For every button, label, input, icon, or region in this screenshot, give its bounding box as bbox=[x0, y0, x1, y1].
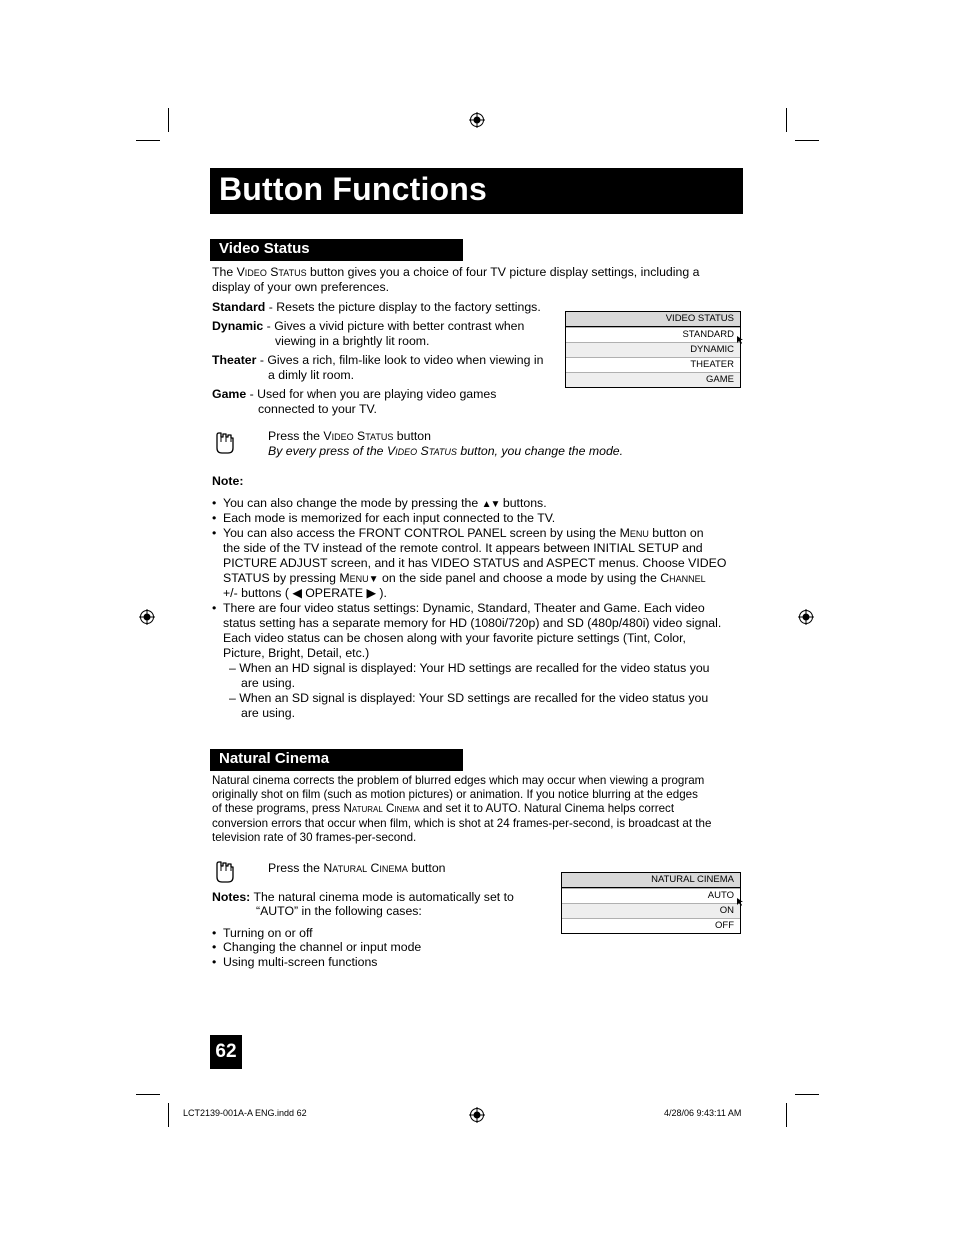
natural-cinema-para-line5: television rate of 30 frames-per-second. bbox=[212, 831, 417, 844]
cursor-icon bbox=[736, 335, 744, 345]
registration-mark-icon bbox=[469, 1107, 485, 1123]
crop-mark bbox=[136, 140, 160, 141]
note-item-3-line2: the side of the TV instead of the remote control. It appears between INITIAL SETUP and bbox=[223, 541, 703, 555]
crop-mark bbox=[168, 1103, 169, 1127]
video-status-menu bbox=[565, 311, 741, 388]
registration-mark-icon bbox=[469, 112, 485, 128]
menu-item-standard: STANDARD bbox=[566, 327, 740, 342]
case-item-2: Changing the channel or input mode bbox=[223, 940, 422, 954]
menu-item-auto: AUTO bbox=[562, 888, 740, 903]
note-subitem-sd-cont: are using. bbox=[241, 706, 296, 720]
note-item-4-line2: status setting has a separate memory for HD (1080i/720p) and SD (480p/480i) video signal. bbox=[223, 616, 722, 630]
natural-cinema-heading-bar bbox=[210, 749, 463, 771]
menu-item-theater: THEATER bbox=[566, 357, 740, 372]
bullet: • bbox=[212, 601, 217, 615]
video-status-heading: Video Status bbox=[219, 240, 310, 257]
mode-theater: Theater - Gives a rich, film-like look to video when viewing in bbox=[212, 353, 544, 367]
crop-mark bbox=[795, 1094, 819, 1095]
case-item-3: Using multi-screen functions bbox=[223, 955, 378, 969]
video-status-heading-bar bbox=[210, 239, 463, 261]
video-status-press-italic: By every press of the Video Status button, you change the mode. bbox=[268, 444, 624, 458]
note-item-1: You can also change the mode by pressing the ▲▼ buttons. bbox=[223, 496, 547, 510]
video-status-intro-line1: The Video Status button gives you a choice of four TV picture display settings, including a bbox=[212, 265, 700, 279]
footer-file-info: LCT2139-001A-A ENG.indd 62 bbox=[183, 1108, 307, 1118]
natural-cinema-para-line2: originally shot on film (such as motion pictures) or animation. If you notice blurring at the edges bbox=[212, 788, 698, 801]
menu-item-on: ON bbox=[562, 903, 740, 918]
page-number: 62 bbox=[210, 1035, 242, 1069]
crop-mark bbox=[168, 108, 169, 132]
mode-dynamic-cont: viewing in a brightly lit room. bbox=[275, 334, 430, 348]
note-item-2: Each mode is memorized for each input connected to the TV. bbox=[223, 511, 556, 525]
page-title-bar bbox=[210, 168, 743, 214]
natural-cinema-para-line1: Natural cinema corrects the problem of blurred edges which may occur when viewing a program bbox=[212, 774, 705, 787]
crop-mark bbox=[795, 140, 819, 141]
down-arrow-icon: ▼ bbox=[368, 574, 379, 585]
menu-item-off: OFF bbox=[562, 918, 740, 933]
note-item-3-line5: +/- buttons ( ◀ OPERATE ▶ ). bbox=[223, 586, 387, 600]
footer-timestamp: 4/28/06 9:43:11 AM bbox=[664, 1108, 742, 1118]
hand-press-icon bbox=[212, 860, 238, 886]
natural-cinema-notes-line2: “AUTO” in the following cases: bbox=[256, 904, 422, 918]
case-item-1: Turning on or off bbox=[223, 926, 313, 940]
note-item-3-line3: PICTURE ADJUST screen, and it has VIDEO STATUS and ASPECT menus. Choose VIDEO bbox=[223, 556, 727, 570]
note-item-3-line1: You can also access the FRONT CONTROL PANEL screen by using the Menu button on bbox=[223, 526, 704, 540]
video-status-press-line: Press the Video Status button bbox=[268, 429, 431, 443]
hand-press-icon bbox=[212, 431, 238, 457]
bullet: • bbox=[212, 940, 217, 954]
note-item-3-line4: STATUS by pressing Menu▼ on the side panel and choose a mode by using the Channel bbox=[223, 571, 706, 585]
natural-cinema-menu bbox=[561, 872, 741, 934]
bullet: • bbox=[212, 526, 217, 540]
up-down-arrow-icon: ▲▼ bbox=[481, 499, 500, 510]
note-subitem-hd-cont: are using. bbox=[241, 676, 296, 690]
note-subitem-sd: – When an SD signal is displayed: Your SD settings are recalled for the video status you bbox=[229, 691, 709, 705]
natural-cinema-para-line3: of these programs, press Natural Cinema and set it to AUTO. Natural Cinema helps correct bbox=[212, 802, 675, 815]
mode-theater-cont: a dimly lit room. bbox=[268, 368, 355, 382]
registration-mark-icon bbox=[798, 609, 814, 625]
video-status-intro-line2: display of your own preferences. bbox=[212, 280, 390, 294]
note-label: Note: bbox=[212, 474, 244, 488]
page-title: Button Functions bbox=[219, 171, 488, 207]
bullet: • bbox=[212, 511, 217, 525]
natural-cinema-notes-line1: Notes: The natural cinema mode is automatically set to bbox=[212, 890, 514, 904]
mode-game: Game - Used for when you are playing video games bbox=[212, 387, 497, 401]
bullet: • bbox=[212, 955, 217, 969]
bullet: • bbox=[212, 926, 217, 940]
menu-header: VIDEO STATUS bbox=[566, 312, 740, 327]
natural-cinema-heading: Natural Cinema bbox=[219, 750, 330, 767]
note-item-4-line3: Each video status can be chosen along with your favorite picture settings (Tint, Color, bbox=[223, 631, 686, 645]
crop-mark bbox=[786, 108, 787, 132]
menu-item-game: GAME bbox=[566, 372, 740, 387]
mode-dynamic: Dynamic - Gives a vivid picture with better contrast when bbox=[212, 319, 525, 333]
menu-header: NATURAL CINEMA bbox=[562, 873, 740, 888]
crop-mark bbox=[136, 1094, 160, 1095]
natural-cinema-para-line4: conversion errors that occur when film, which is shot at 24 frames-per-second, is broadcast at the bbox=[212, 817, 712, 830]
crop-mark bbox=[786, 1103, 787, 1127]
mode-game-cont: connected to your TV. bbox=[258, 402, 377, 416]
note-subitem-hd: – When an HD signal is displayed: Your HD settings are recalled for the video status you bbox=[229, 661, 710, 675]
menu-item-dynamic: DYNAMIC bbox=[566, 342, 740, 357]
registration-mark-icon bbox=[139, 609, 155, 625]
mode-standard: Standard - Resets the picture display to the factory settings. bbox=[212, 300, 541, 314]
note-item-4-line4: Picture, Bright, Detail, etc.) bbox=[223, 646, 370, 660]
cursor-icon bbox=[736, 897, 744, 907]
natural-cinema-press-line: Press the Natural Cinema button bbox=[268, 861, 446, 875]
note-item-4-line1: There are four video status settings: Dynamic, Standard, Theater and Game. Each video bbox=[223, 601, 705, 615]
bullet: • bbox=[212, 496, 217, 510]
